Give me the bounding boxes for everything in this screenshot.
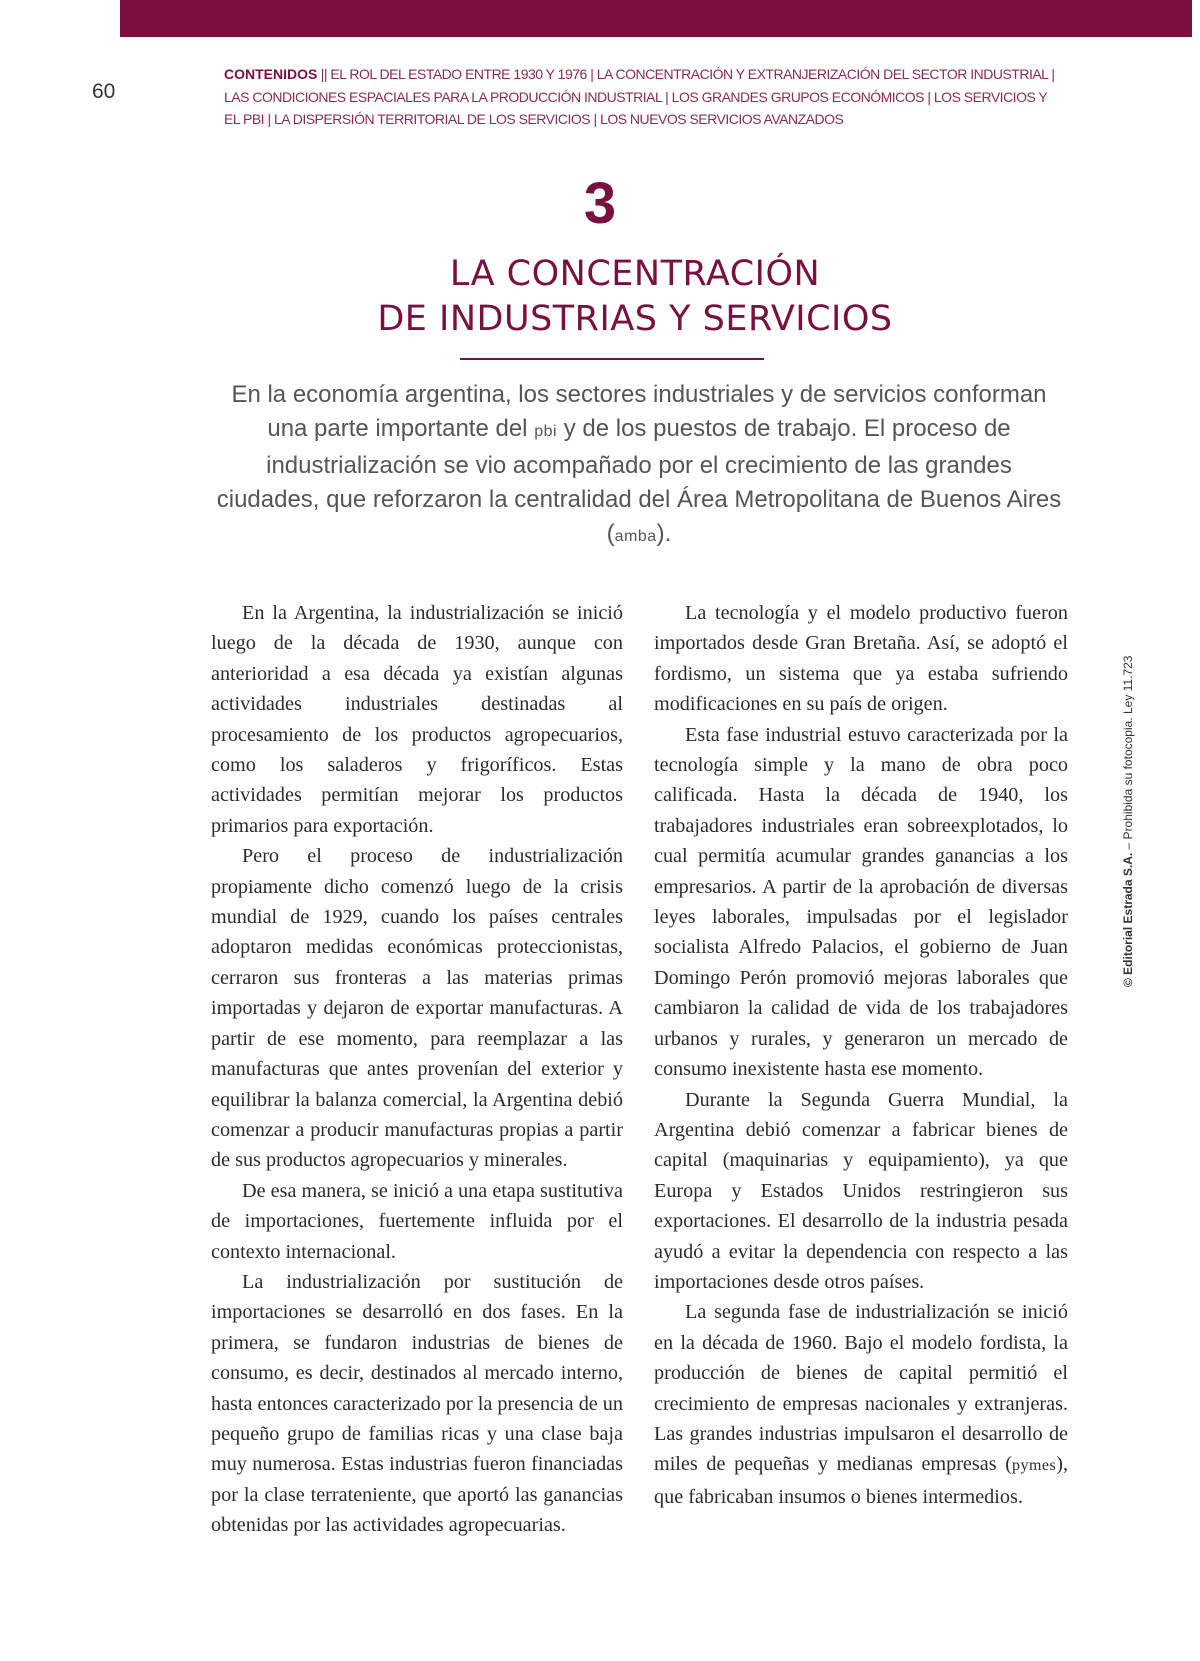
- intro-text: y de los puestos de trabajo. El proceso de industrialización se vio acompañado por el crecimiento de las grandes ciudades, que reforzaron la centralidad del Área Metropolitana de Buenos Aires (: [216, 415, 1062, 547]
- body-paragraph: La industrialización por sustitución de importaciones se desarrolló en dos fases. En la primera, se fundaron industrias de bienes de consumo, es decir, destinados al mercado interno, hasta entonces caracterizado por la presencia de un pequeño grupo de familias ricas y una clase baja muy numerosa. Estas industrias fueron financiadas por la clase terrateniente, que aportó las ganancias obtenidas por las actividades agropecuarias.: [211, 1270, 623, 1537]
- body-paragraph: Pero el proceso de industrialización propiamente dicho comenzó luego de la crisis mundial de 1929, cuando los países centrales adoptaron medidas económicas proteccionistas, cerraron sus fronteras a las materias primas importadas y dejaron de exportar manufacturas. A partir de ese momento, para reemplazar a las manufacturas que antes provenían del exterior y equilibrar la balanza comercial, la Argentina debió comenzar a producir manufacturas propias a partir de sus productos agropecuarios y minerales.: [211, 845, 623, 1172]
- abbr-amba: amba: [614, 528, 657, 545]
- intro-text: En la economía argentina, los sectores industriales y de servicios conforman una parte importante del: [231, 381, 1047, 442]
- abbr-pbi: pbi: [534, 423, 558, 440]
- page-number: 60: [92, 80, 116, 103]
- abbr-pymes: pymes: [1011, 1457, 1057, 1475]
- title-divider: [460, 358, 764, 360]
- intro-text: ).: [656, 520, 672, 547]
- copyright-holder: © Editorial Estrada S.A.: [1121, 852, 1135, 987]
- body-paragraph: En la Argentina, la industrialización se inició luego de la década de 1930, aunque con anterioridad a esa década ya existían algunas actividades industriales destinadas al procesamiento de los productos agropecuarios, como los saladeros y frigoríficos. Estas actividades permitían mejorar los productos primarios para exportación.: [211, 602, 623, 837]
- body-paragraph: Esta fase industrial estuvo caracterizada por la tecnología simple y la mano de obra poco calificada. Hasta la década de 1940, los trabajadores industriales eran sobreexplotados, lo cual permitía acumular grandes ganancias a los empresarios. A partir de la aprobación de diversas leyes laborales, impulsadas por el legislador socialista Alfredo Palacios, el gobierno de Juan Domingo Perón promovió mejoras laborales que cambiaron la calidad de vida de los trabajadores urbanos y rurales, y generaron un mercado de consumo inexistente hasta ese momento.: [654, 723, 1068, 1081]
- body-paragraph: [654, 1297, 1068, 1512]
- body-column-left: [211, 598, 623, 1541]
- copyright-text: – Prohibida su fotocopia. Ley 11.723: [1121, 655, 1135, 853]
- intro-paragraph: [212, 378, 1066, 554]
- body-paragraph: Durante la Segunda Guerra Mundial, la Argentina debió comenzar a fabricar bienes de capital (maquinarias y equipamiento), ya que Europa y Estados Unidos restringieron sus exportaciones. El desarrollo de la industria pesada ayudó a evitar la dependencia con respecto a las importaciones desde otros países.: [654, 1088, 1068, 1293]
- copyright-notice: [1121, 656, 1135, 987]
- chapter-title-line-2: DE INDUSTRIAS Y SERVICIOS: [377, 299, 893, 339]
- chapter-number: 3: [583, 171, 617, 236]
- contents-list: [224, 63, 1064, 131]
- chapter-title: [0, 252, 1200, 342]
- body-paragraph: La tecnología y el modelo productivo fueron importados desde Gran Bretaña. Así, se adoptó el fordismo, un sistema que ya estaba sufriendo modificaciones en su país de origen.: [654, 602, 1068, 716]
- contents-label: CONTENIDOS: [224, 66, 318, 82]
- header-band: [120, 0, 1192, 37]
- chapter-title-line-1: LA CONCENTRACIÓN: [449, 254, 821, 294]
- body-text: La segunda fase de industrialización se inició en la década de 1960. Bajo el modelo fordista, la producción de bienes de capital permitió el crecimiento de empresas nacionales y extranjeras. Las grandes industrias impulsaron el desarrollo de miles de pequeñas y medianas empresas (: [654, 1301, 1068, 1476]
- body-paragraph: De esa manera, se inició a una etapa sustitutiva de importaciones, fuertemente influida por el contexto internacional.: [211, 1179, 623, 1263]
- body-column-right: [654, 598, 1068, 1512]
- body-text: ), que fabricaban insumos o bienes intermedios.: [654, 1453, 1068, 1508]
- contents-topics: || EL ROL DEL ESTADO ENTRE 1930 Y 1976 | LA CONCENTRACIÓN Y EXTRANJERIZACIÓN DEL SECTOR INDUSTRIAL | LAS CONDICIONES ESPACIALES PARA LA PRODUCCIÓN INDUSTRIAL | LOS GRANDES GRUPOS ECONÓMICOS | LOS SERVICIOS Y EL PBI | LA DISPERSIÓN TERRITORIAL DE LOS SERVICIOS | LOS NUEVOS SERVICIOS AVANZADOS: [224, 66, 1055, 127]
